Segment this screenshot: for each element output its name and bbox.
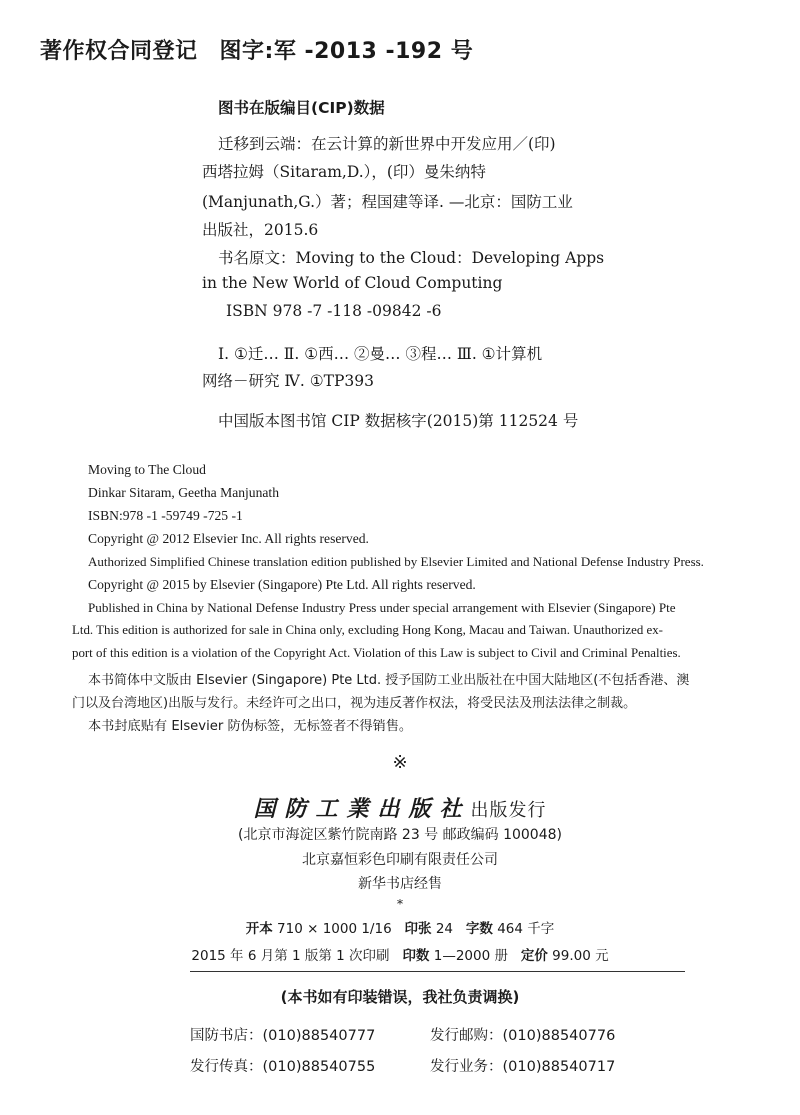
anti-counterfeit-note: 本书封底贴有 Elsevier 防伪标签，无标签者不得销售。 bbox=[88, 719, 413, 734]
contact-phone: (010)88540776 bbox=[502, 1028, 616, 1044]
cip-record-number: 中国版本图书馆 CIP 数据核字(2015)第 112524 号 bbox=[218, 412, 579, 430]
cip-heading: 图书在版编目(CIP)数据 bbox=[218, 99, 385, 117]
print-run-label: 印数 bbox=[402, 948, 430, 964]
edition-info bbox=[0, 944, 800, 964]
copyright-line: Copyright @ 2012 Elsevier Inc. All rights reserved. bbox=[88, 531, 369, 546]
registration-number: 图字:军 -2013 -192 号 bbox=[219, 39, 474, 64]
contact-label: 发行传真： bbox=[190, 1059, 263, 1075]
publisher-calligraphy: 国防工業出版社 bbox=[253, 796, 471, 821]
format-label: 开本 bbox=[245, 921, 273, 937]
contact-label: 国防书店： bbox=[190, 1028, 263, 1044]
cip-line: in the New World of Cloud Computing bbox=[202, 274, 503, 292]
format-value: 710 × 1000 1/16 bbox=[277, 921, 392, 937]
book-specs bbox=[0, 917, 800, 937]
cip-line: (Manjunath,G.）著；程国建等译. —北京：国防工业 bbox=[202, 193, 573, 211]
cip-classification: 网络－研究 Ⅳ. ①TP393 bbox=[202, 372, 375, 390]
distributor: 新华书店经售 bbox=[358, 876, 442, 892]
publisher-suffix: 出版发行 bbox=[470, 800, 547, 820]
original-authors: Dinkar Sitaram, Geetha Manjunath bbox=[88, 485, 280, 500]
cip-line: 迁移到云端：在云计算的新世界中开发应用／(印) bbox=[218, 135, 556, 153]
price-value: 99.00 元 bbox=[552, 948, 609, 964]
copyright-line: Ltd. This edition is authorized for sale in China only, excluding Hong Kong, Macau and Taiwan. Unauthorized ex- bbox=[72, 623, 663, 637]
copyright-line: Published in China by National Defense Industry Press under special arrangement with Elsevier (Singapore) Pte bbox=[88, 600, 676, 615]
contact-mail-order bbox=[430, 1024, 615, 1045]
printer-name: 北京嘉恒彩色印刷有限责任公司 bbox=[302, 852, 498, 868]
cip-line: 出版社，2015.6 bbox=[202, 221, 319, 239]
publisher-name bbox=[0, 792, 800, 823]
contact-phone: (010)88540717 bbox=[502, 1059, 616, 1075]
sheets-label: 印张 bbox=[404, 921, 432, 937]
price-label: 定价 bbox=[520, 948, 548, 964]
original-title: Moving to The Cloud bbox=[88, 462, 206, 477]
contact-business bbox=[430, 1055, 615, 1076]
words-value: 464 千字 bbox=[497, 921, 555, 937]
contact-bookstore bbox=[190, 1024, 375, 1045]
cip-isbn: ISBN 978 -7 -118 -09842 -6 bbox=[226, 302, 442, 320]
contact-fax bbox=[190, 1055, 375, 1076]
cn-copyright-line: 本书简体中文版由 Elsevier (Singapore) Pte Ltd. 授予国防工业出版社在中国大陆地区(不包括香港、澳 bbox=[88, 673, 690, 688]
cip-classification: Ⅰ. ①迁… Ⅱ. ①西… ②曼… ③程… Ⅲ. ①计算机 bbox=[218, 345, 543, 363]
sheets-value: 24 bbox=[435, 921, 454, 937]
words-label: 字数 bbox=[465, 921, 493, 937]
contact-phone: (010)88540777 bbox=[262, 1028, 376, 1044]
original-isbn: ISBN:978 -1 -59749 -725 -1 bbox=[88, 508, 243, 523]
publisher-address: (北京市海淀区紫竹院南路 23 号 邮政编码 100048) bbox=[238, 827, 562, 843]
divider-rule bbox=[190, 971, 685, 972]
contact-phone: (010)88540755 bbox=[262, 1059, 376, 1075]
copyright-line: Authorized Simplified Chinese translation edition published by Elsevier Limited and National Defense Industry Press. bbox=[88, 554, 704, 569]
cip-line: 书名原文：Moving to the Cloud：Developing Apps bbox=[218, 249, 605, 267]
contact-label: 发行邮购： bbox=[430, 1028, 503, 1044]
edition-date: 2015 年 6 月第 1 版第 1 次印刷 bbox=[191, 948, 390, 964]
cn-copyright-line: 门以及台湾地区)出版与发行。未经许可之出口，视为违反著作权法，将受民法及刑法法律之制裁。 bbox=[72, 696, 637, 711]
copyright-line: Copyright @ 2015 by Elsevier (Singapore) Pte Ltd. All rights reserved. bbox=[88, 577, 476, 592]
print-run-value: 1—2000 册 bbox=[433, 948, 508, 964]
copyright-line: port of this edition is a violation of the Copyright Act. Violation of this Law is subject to Civil and Criminal Penalties. bbox=[72, 646, 681, 660]
contract-registration bbox=[40, 34, 473, 65]
separator-star: * bbox=[397, 897, 403, 911]
reference-mark: ※ bbox=[392, 752, 408, 773]
misprint-notice: (本书如有印装错误，我社负责调换) bbox=[280, 988, 520, 1006]
cip-line: 西塔拉姆（Sitaram,D.），(印）曼朱纳特 bbox=[202, 163, 486, 181]
registration-label: 著作权合同登记 bbox=[40, 39, 198, 64]
contact-label: 发行业务： bbox=[430, 1059, 503, 1075]
